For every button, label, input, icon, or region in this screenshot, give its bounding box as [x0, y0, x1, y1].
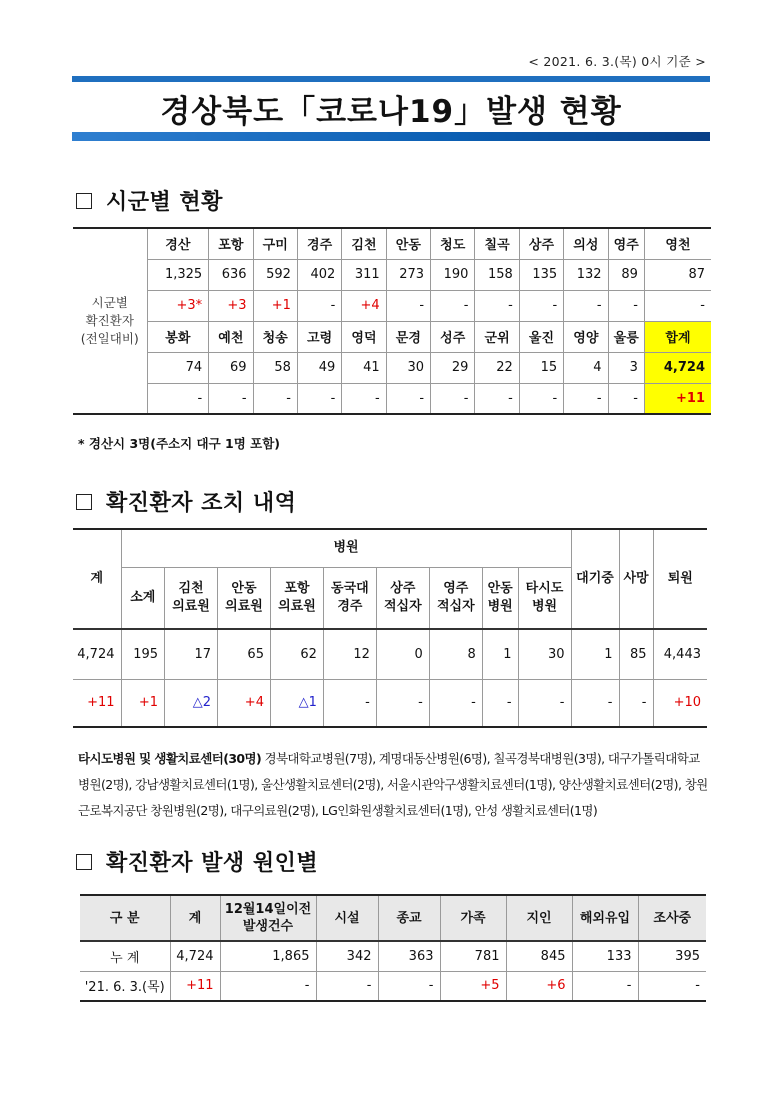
table-cell: 3 — [608, 352, 644, 383]
table-cell: 구미 — [253, 228, 297, 259]
table-cell: +6 — [506, 971, 572, 1001]
table-cell: - — [386, 290, 430, 321]
title-bar-top — [72, 76, 710, 82]
table-cell: 85 — [619, 629, 653, 679]
table-cell: 132 — [564, 259, 608, 290]
table-cell: 문경 — [386, 321, 430, 352]
hospital-list-title: 타시도병원 및 생활치료센터(30명) — [78, 751, 262, 766]
section3-title: 확진환자 발생 원인별 — [106, 851, 319, 876]
footnote: * 경산시 3명(주소지 대구 1명 포함) — [78, 436, 281, 451]
table-row — [73, 321, 711, 352]
table-cell: 성주 — [431, 321, 475, 352]
table-cell: - — [342, 383, 386, 414]
table-cell: 칠곡 — [475, 228, 519, 259]
table-cell: - — [608, 290, 644, 321]
checkbox-icon — [76, 193, 92, 209]
table-cell: 395 — [638, 941, 706, 971]
table-cell: 158 — [475, 259, 519, 290]
table-cell: +1 — [121, 679, 165, 727]
table-cell: - — [297, 383, 341, 414]
subheader-cell: 안동 의료원 — [218, 567, 271, 629]
table-cell: +4 — [218, 679, 271, 727]
table-cell: 누 계 — [80, 941, 170, 971]
reference-date: < 2021. 6. 3.(목) 0시 기준 > — [528, 54, 706, 69]
table-row — [73, 383, 711, 414]
table-cell: - — [220, 971, 316, 1001]
table-cell: 89 — [608, 259, 644, 290]
table-cell: 영양 — [564, 321, 608, 352]
table-cell: +11 — [73, 679, 121, 727]
section3-heading — [76, 846, 318, 877]
table-cell: 울진 — [519, 321, 563, 352]
table-cell: - — [564, 290, 608, 321]
table-cell: +3* — [147, 290, 209, 321]
table-cell: 311 — [342, 259, 386, 290]
subheader-cell: 김천 의료원 — [165, 567, 218, 629]
table-cell: 49 — [297, 352, 341, 383]
table-cell: 30 — [518, 629, 571, 679]
page-title: 경상북도「코로나19」발생 현황 — [160, 94, 622, 130]
table-cell: 1 — [482, 629, 518, 679]
subheader-cell: 소계 — [121, 567, 165, 629]
table-cell: 363 — [378, 941, 440, 971]
table-cell: - — [571, 679, 619, 727]
city-county-table — [73, 227, 711, 415]
table-cell: - — [564, 383, 608, 414]
table-row — [73, 679, 707, 727]
table-cell: - — [429, 679, 482, 727]
table-cell: +10 — [653, 679, 707, 727]
table-row — [73, 629, 707, 679]
table-cell: - — [376, 679, 429, 727]
table-cell: 경주 — [297, 228, 341, 259]
table-cell: - — [209, 383, 253, 414]
table-cell: 봉화 — [147, 321, 209, 352]
table-row — [73, 228, 711, 259]
table-cell: 58 — [253, 352, 297, 383]
table-cell: 65 — [218, 629, 271, 679]
header-death: 사망 — [619, 529, 653, 629]
table-row — [80, 941, 706, 971]
header-cell: 해외유입 — [572, 895, 638, 941]
table-cell: 29 — [431, 352, 475, 383]
section1-heading — [76, 185, 223, 216]
checkbox-icon — [76, 494, 92, 510]
table-cell: 영주 — [608, 228, 644, 259]
table-cell: - — [475, 290, 519, 321]
table-cell: 의성 — [564, 228, 608, 259]
table-cell: 합계 — [644, 321, 711, 352]
table-cell: 190 — [431, 259, 475, 290]
table-cell: 845 — [506, 941, 572, 971]
table-cell: △2 — [165, 679, 218, 727]
table-cell: 영덕 — [342, 321, 386, 352]
table-cell: 청송 — [253, 321, 297, 352]
table-cell: 15 — [519, 352, 563, 383]
hospital-list — [78, 746, 710, 824]
table-cell: - — [482, 679, 518, 727]
table-cell: - — [638, 971, 706, 1001]
table-cell: 4,724 — [73, 629, 121, 679]
header-cell: 가족 — [440, 895, 506, 941]
table-cell: - — [518, 679, 571, 727]
table-cell: - — [297, 290, 341, 321]
patient-action-table — [73, 528, 707, 728]
checkbox-icon — [76, 854, 92, 870]
table-cell: 781 — [440, 941, 506, 971]
hospital-list-body: 경북대학교병원(7명), 계명대동산병원(6명), 칠곡경북대병원(3명), 대구가톨릭대학교병원(2명), 강남생활치료센터(1명), 울산생활치료센터(2명), 서울시관악구생활치료센터(1명), 양산생활치료센터(2명), 창원근로복지공단 창원병원(2명), 대구의료원(2명), LG인화원생활치료센터(1명), 안성 생활치료센터(1명) — [78, 751, 708, 818]
table-cell: +3 — [209, 290, 253, 321]
table-cell: 273 — [386, 259, 430, 290]
table-cell: 안동 — [386, 228, 430, 259]
subheader-cell: 동국대 경주 — [323, 567, 376, 629]
table-cell: 87 — [644, 259, 711, 290]
table-cell: - — [519, 383, 563, 414]
table-cell: 12 — [323, 629, 376, 679]
table-cell: - — [572, 971, 638, 1001]
table-cell: 4 — [564, 352, 608, 383]
table-cell: - — [644, 290, 711, 321]
header-cell: 구 분 — [80, 895, 170, 941]
table-cell: 8 — [429, 629, 482, 679]
subheader-cell: 포항 의료원 — [270, 567, 323, 629]
table-cell: 4,724 — [170, 941, 220, 971]
table-cell: 1 — [571, 629, 619, 679]
header-waiting: 대기중 — [571, 529, 619, 629]
table-cell: 4,443 — [653, 629, 707, 679]
table-cell: +11 — [644, 383, 711, 414]
subheader-cell: 타시도 병원 — [518, 567, 571, 629]
table-cell: 상주 — [519, 228, 563, 259]
table-cell: - — [431, 290, 475, 321]
table-cell: 135 — [519, 259, 563, 290]
table-cell: 17 — [165, 629, 218, 679]
table-row — [73, 290, 711, 321]
table-cell: 0 — [376, 629, 429, 679]
cause-table — [80, 894, 706, 1002]
table-cell: - — [378, 971, 440, 1001]
table-cell: 342 — [316, 941, 378, 971]
section2-title: 확진환자 조치 내역 — [106, 491, 297, 516]
table-cell: 김천 — [342, 228, 386, 259]
table-cell: 30 — [386, 352, 430, 383]
table-cell: +11 — [170, 971, 220, 1001]
table-cell: 69 — [209, 352, 253, 383]
header-total: 계 — [73, 529, 121, 629]
side-label-line: (전일대비) — [80, 331, 139, 346]
table-cell: 경산 — [147, 228, 209, 259]
subheader-cell: 상주 적십자 — [376, 567, 429, 629]
table-cell: - — [519, 290, 563, 321]
table-cell: - — [608, 383, 644, 414]
table-cell: - — [147, 383, 209, 414]
table-cell: - — [475, 383, 519, 414]
table-cell: '21. 6. 3.(목) — [80, 971, 170, 1001]
table-cell: - — [619, 679, 653, 727]
table-row — [73, 259, 711, 290]
table-cell: 울릉 — [608, 321, 644, 352]
table-cell: 22 — [475, 352, 519, 383]
table-cell: - — [386, 383, 430, 414]
section2-heading — [76, 486, 296, 517]
table-cell: 402 — [297, 259, 341, 290]
table-cell: 133 — [572, 941, 638, 971]
table-cell: +5 — [440, 971, 506, 1001]
header-cell: 종교 — [378, 895, 440, 941]
table-cell: - — [253, 383, 297, 414]
table-cell: 62 — [270, 629, 323, 679]
header-discharge: 퇴원 — [653, 529, 707, 629]
section1-title: 시군별 현황 — [106, 190, 223, 215]
table-cell: 1,865 — [220, 941, 316, 971]
table-cell: 4,724 — [644, 352, 711, 383]
header-cell: 12월14일이전 발생건수 — [220, 895, 316, 941]
subheader-cell: 안동 병원 — [482, 567, 518, 629]
table-cell: 41 — [342, 352, 386, 383]
header-cell: 시설 — [316, 895, 378, 941]
table-row — [73, 352, 711, 383]
table-cell: 636 — [209, 259, 253, 290]
table-cell: - — [431, 383, 475, 414]
table-cell: 195 — [121, 629, 165, 679]
table-header-row — [80, 895, 706, 941]
table-cell: +4 — [342, 290, 386, 321]
title-bar-bottom — [72, 132, 710, 141]
header-cell: 조사중 — [638, 895, 706, 941]
header-hospital: 병원 — [121, 529, 571, 567]
table-cell: 예천 — [209, 321, 253, 352]
table-cell: - — [316, 971, 378, 1001]
table-cell: 74 — [147, 352, 209, 383]
table-cell: △1 — [270, 679, 323, 727]
table-cell: +1 — [253, 290, 297, 321]
header-cell: 계 — [170, 895, 220, 941]
table-cell: - — [323, 679, 376, 727]
table-cell: 592 — [253, 259, 297, 290]
side-label-line: 확진환자 — [85, 313, 134, 328]
subheader-cell: 영주 적십자 — [429, 567, 482, 629]
table-cell: 영천 — [644, 228, 711, 259]
header-cell: 지인 — [506, 895, 572, 941]
table-cell: 청도 — [431, 228, 475, 259]
table-cell: 고령 — [297, 321, 341, 352]
table-cell: 군위 — [475, 321, 519, 352]
side-label — [73, 228, 147, 414]
table-row — [80, 971, 706, 1001]
table-cell: 1,325 — [147, 259, 209, 290]
table-cell: 포항 — [209, 228, 253, 259]
side-label-line: 시군별 — [91, 295, 128, 310]
table-header-row — [73, 529, 707, 567]
